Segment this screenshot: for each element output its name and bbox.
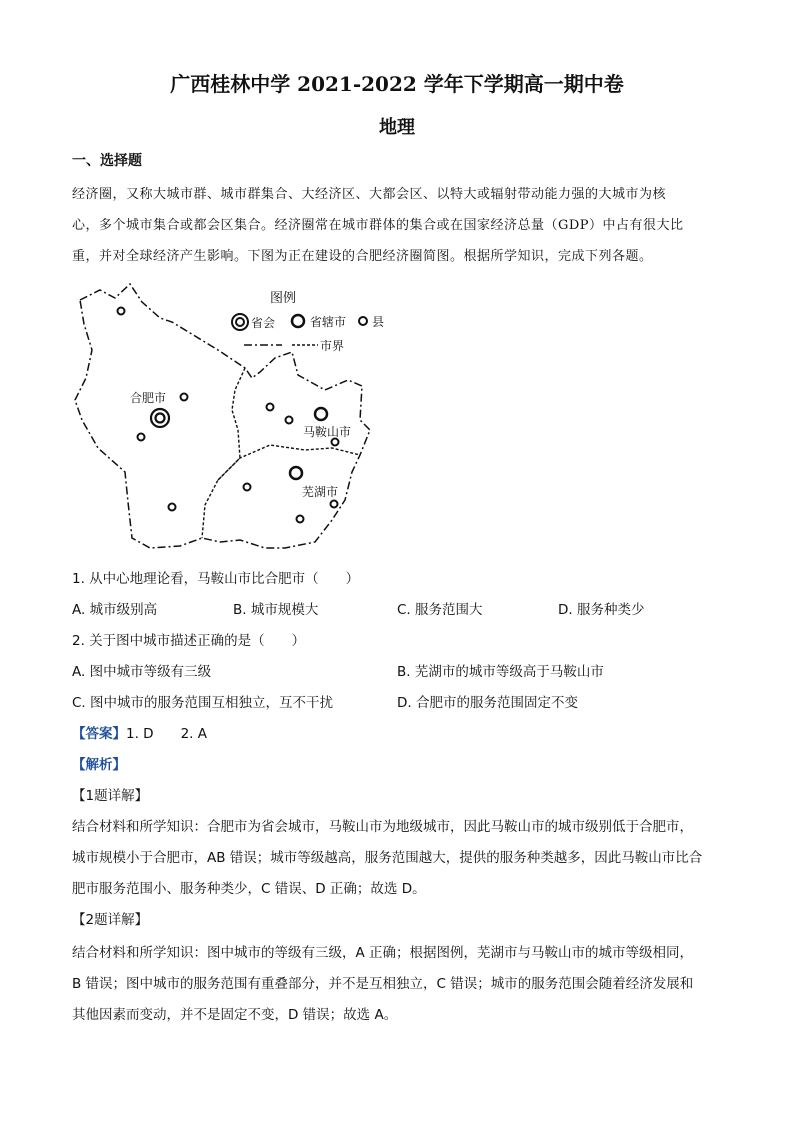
subject-title: 地理 — [379, 117, 415, 138]
county-icon — [286, 417, 293, 424]
county-icon — [181, 394, 188, 401]
section-heading: 一、选择题 — [72, 153, 142, 169]
legend-county-icon — [359, 317, 367, 325]
county-icon — [297, 516, 304, 523]
detail-1-line: 肥市服务范围小、服务种类少，C 错误、D 正确；故选 D。 — [72, 881, 426, 897]
county-icon — [331, 501, 338, 508]
legend-boundary-label: 市界 — [320, 339, 345, 353]
maanshan-city-icon — [315, 408, 327, 420]
county-icon — [267, 404, 274, 411]
legend-county-label: 县 — [372, 315, 385, 329]
detail-2-line: 结合材料和所学知识：图中城市的等级有三级，A 正确；根据图例，芜湖市与马鞍山市的城市等级相同， — [72, 945, 694, 961]
county-icon — [244, 484, 251, 491]
intro-line: 经济圈，又称大城市群、城市群集合、大经济区、大都会区、以特大或辐射带动能力强的大城市为核 — [72, 187, 667, 202]
answer-label: 【答案】 — [72, 726, 126, 742]
hefei-economic-circle-map — [70, 280, 400, 555]
analysis-label: 【解析】 — [72, 757, 126, 773]
legend-title: 图例 — [270, 291, 297, 306]
detail-1-label: 【1题详解】 — [72, 788, 149, 804]
detail-2-line: B 错误；图中城市的服务范围有重叠部分，并不是互相独立，C 错误；城市的服务范围会随着经济发展和 — [72, 976, 694, 992]
county-icon — [332, 439, 339, 446]
question-1-stem: 1. 从中心地理论看，马鞍山市比合肥市（ ） — [72, 571, 360, 587]
label-maanshan: 马鞍山市 — [303, 425, 352, 439]
question-1-option-c[interactable]: C. 服务范围大 — [397, 602, 483, 618]
question-2-option-a[interactable]: A. 图中城市等级有三级 — [72, 664, 212, 680]
detail-1-line: 结合材料和所学知识：合肥市为省会城市，马鞍山市为地级城市，因此马鞍山市的城市级别低于合肥市， — [72, 819, 693, 835]
county-icon — [118, 308, 125, 315]
legend-capital-icon — [232, 314, 248, 330]
detail-2-line: 其他因素而变动，并不是固定不变，D 错误；故选 A。 — [72, 1007, 398, 1023]
question-1-option-d[interactable]: D. 服务种类少 — [558, 602, 645, 618]
city-boundary-hefei — [202, 368, 245, 538]
label-wuhu: 芜湖市 — [302, 485, 339, 499]
answer-text: 1. D 2. A — [126, 726, 207, 742]
question-2-option-d[interactable]: D. 合肥市的服务范围固定不变 — [397, 695, 578, 711]
page-title: 广西桂林中学 2021-2022 学年下学期高一期中卷 — [170, 72, 624, 96]
detail-1-line: 城市规模小于合肥市，AB 错误；城市等级越高，服务范围越大，提供的服务种类越多，因此马鞍山市比合 — [72, 850, 703, 866]
county-icon — [138, 434, 145, 441]
intro-line: 重，并对全球经济产生影响。下图为正在建设的合肥经济圈简图。根据所学知识，完成下列各题。 — [72, 249, 653, 264]
legend-capital-label: 省会 — [251, 316, 276, 330]
county-icon — [169, 504, 176, 511]
question-1-option-b[interactable]: B. 城市规模大 — [233, 602, 319, 618]
detail-2-label: 【2题详解】 — [72, 912, 149, 928]
question-2-stem: 2. 关于图中城市描述正确的是（ ） — [72, 633, 306, 649]
question-2-option-b[interactable]: B. 芜湖市的城市等级高于马鞍山市 — [397, 664, 604, 680]
legend-city-label: 省辖市 — [310, 315, 347, 329]
hefei-capital-icon — [151, 409, 169, 427]
legend-city-icon — [292, 315, 304, 327]
answer-row — [72, 722, 207, 742]
question-2-option-c[interactable]: C. 图中城市的服务范围互相独立，互不干扰 — [72, 695, 334, 711]
question-1-option-a[interactable]: A. 城市级别高 — [72, 602, 158, 618]
label-hefei: 合肥市 — [130, 391, 167, 405]
intro-line: 心，多个城市集合或都会区集合。经济圈常在城市群体的集合或在国家经济总量（GDP）中占有很大比 — [72, 218, 684, 233]
wuhu-city-icon — [290, 467, 302, 479]
